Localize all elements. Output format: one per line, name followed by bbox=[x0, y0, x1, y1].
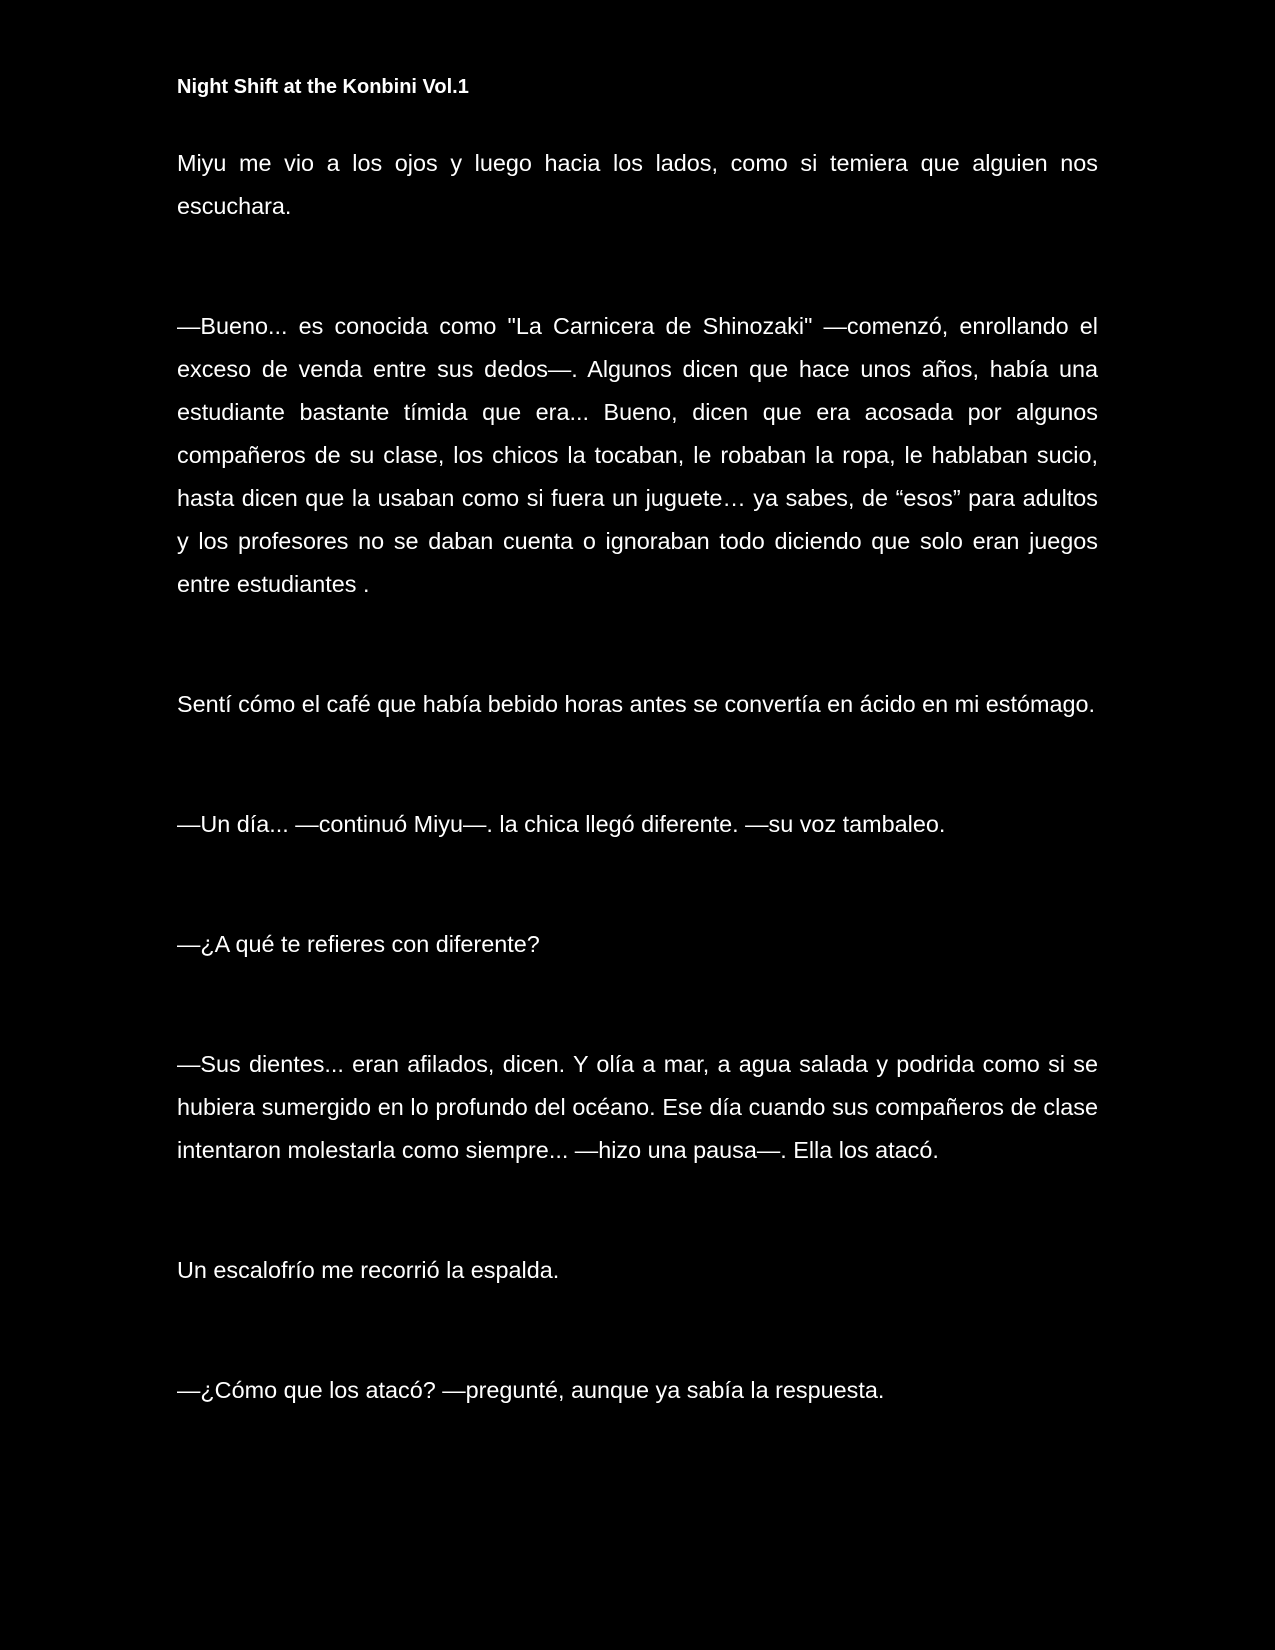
paragraph: Sentí cómo el café que había bebido horas antes se convertía en ácido en mi estómago. bbox=[177, 691, 1096, 717]
running-header: Night Shift at the Konbini Vol.1 bbox=[177, 76, 469, 98]
paragraph: —¿A qué te refieres con diferente? bbox=[177, 931, 540, 957]
paragraph: Miyu me vio a los ojos y luego hacia los lados, como si temiera que alguien nos escuchara. bbox=[177, 150, 1098, 219]
paragraph: —Un día... —continuó Miyu—. la chica llegó diferente. —su voz tambaleo. bbox=[177, 811, 946, 837]
paragraph: Un escalofrío me recorrió la espalda. bbox=[177, 1257, 560, 1283]
paragraph: —¿Cómo que los atacó? —pregunté, aunque ya sabía la respuesta. bbox=[177, 1377, 885, 1403]
page-body bbox=[177, 142, 1098, 1412]
paragraph: —Bueno... es conocida como "La Carnicera de Shinozaki" —comenzó, enrollando el exceso de venda entre sus dedos—. Algunos dicen que hace unos años, había una estudiante bastante tímida que era... Bueno, dicen que era acosada por algunos compañeros de su clase, los chicos la tocaban, le robaban la ropa, le hablaban sucio, hasta dicen que la usaban como si fuera un juguete… ya sabes, de “esos” para adultos y los profesores no se daban cuenta o ignoraban todo diciendo que solo eran juegos entre estudiantes . bbox=[177, 313, 1098, 597]
paragraph: —Sus dientes... eran afilados, dicen. Y olía a mar, a agua salada y podrida como si se hubiera sumergido en lo profundo del océano. Ese día cuando sus compañeros de clase intentaron molestarla como siempre... —hizo una pausa—. Ella los atacó. bbox=[177, 1051, 1098, 1163]
